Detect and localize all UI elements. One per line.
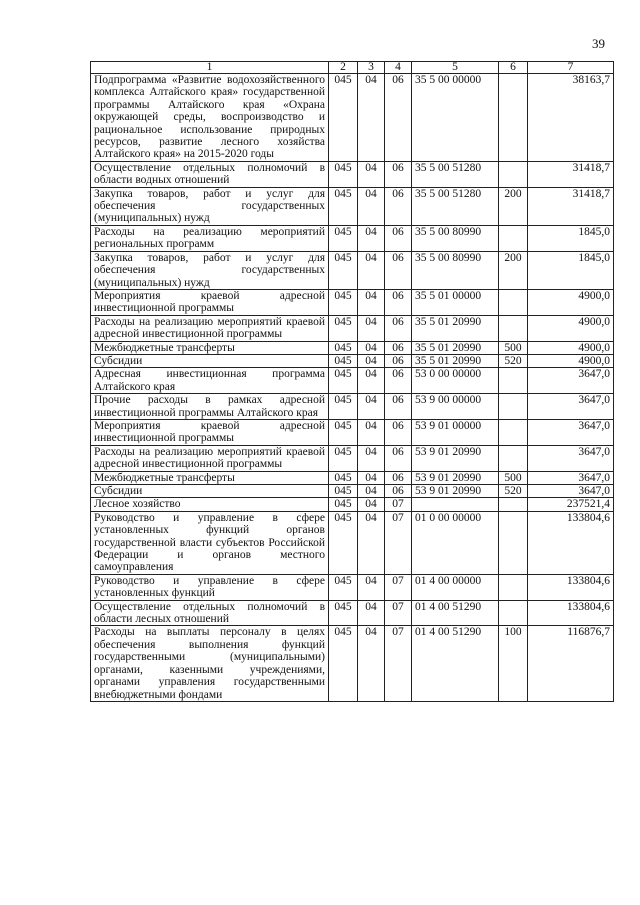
amount-cell: 1845,0: [528, 251, 614, 289]
expense-type-cell: [499, 289, 528, 315]
expense-type-cell: [499, 445, 528, 471]
section-code-cell: 04: [358, 225, 385, 251]
expense-type-cell: [499, 161, 528, 187]
table-row: [91, 600, 614, 626]
subsection-code-cell: 06: [385, 419, 412, 445]
department-code-cell: 045: [329, 289, 358, 315]
table-row: [91, 626, 614, 701]
section-code-cell: 04: [358, 354, 385, 367]
subsection-code-cell: 06: [385, 485, 412, 498]
amount-cell: 133804,6: [528, 600, 614, 626]
subsection-code-cell: 07: [385, 511, 412, 574]
table-row: [91, 498, 614, 511]
table-row: [91, 394, 614, 420]
department-code-cell: 045: [329, 445, 358, 471]
table-row: [91, 289, 614, 315]
expense-name-cell: Закупка товаров, работ и услуг для обеспечения государственных (муниципальных) нужд: [91, 187, 329, 225]
subsection-code-cell: 06: [385, 161, 412, 187]
target-article-cell: [412, 498, 499, 511]
department-code-cell: 045: [329, 471, 358, 484]
budget-table-body: [91, 62, 614, 702]
table-row: [91, 74, 614, 162]
department-code-cell: 045: [329, 161, 358, 187]
section-code-cell: 04: [358, 485, 385, 498]
subsection-code-cell: 07: [385, 626, 412, 701]
expense-type-cell: [499, 394, 528, 420]
section-code-cell: 04: [358, 341, 385, 354]
target-article-cell: 35 5 00 51280: [412, 161, 499, 187]
section-code-cell: 04: [358, 498, 385, 511]
department-code-cell: 045: [329, 368, 358, 394]
target-article-cell: 35 5 00 80990: [412, 225, 499, 251]
table-row: [91, 225, 614, 251]
expense-type-cell: [499, 419, 528, 445]
amount-cell: 237521,4: [528, 498, 614, 511]
target-article-cell: 35 5 01 20990: [412, 354, 499, 367]
amount-cell: 4900,0: [528, 341, 614, 354]
subsection-code-cell: 06: [385, 187, 412, 225]
department-code-cell: 045: [329, 225, 358, 251]
table-row: [91, 187, 614, 225]
amount-cell: 116876,7: [528, 626, 614, 701]
subsection-code-cell: 07: [385, 600, 412, 626]
table-row: [91, 315, 614, 341]
target-article-cell: 01 0 00 00000: [412, 511, 499, 574]
target-article-cell: 01 4 00 51290: [412, 626, 499, 701]
section-code-cell: 04: [358, 445, 385, 471]
expense-type-cell: 100: [499, 626, 528, 701]
subsection-code-cell: 06: [385, 225, 412, 251]
table-row: [91, 368, 614, 394]
header-cell-2: 2: [329, 62, 358, 74]
target-article-cell: 35 5 01 20990: [412, 315, 499, 341]
expense-name-cell: Межбюджетные трансферты: [91, 341, 329, 354]
department-code-cell: 045: [329, 574, 358, 600]
section-code-cell: 04: [358, 600, 385, 626]
section-code-cell: 04: [358, 511, 385, 574]
target-article-cell: 53 9 01 20990: [412, 471, 499, 484]
expense-name-cell: Расходы на реализацию мероприятий краевой адресной инвестиционной программы: [91, 445, 329, 471]
header-row: [91, 62, 614, 74]
expense-type-cell: 500: [499, 471, 528, 484]
table-row: [91, 419, 614, 445]
department-code-cell: 045: [329, 600, 358, 626]
table-row: [91, 341, 614, 354]
department-code-cell: 045: [329, 485, 358, 498]
target-article-cell: 53 9 01 20990: [412, 485, 499, 498]
expense-type-cell: [499, 74, 528, 162]
table-row: [91, 354, 614, 367]
amount-cell: 38163,7: [528, 74, 614, 162]
expense-name-cell: Адресная инвестиционная программа Алтайского края: [91, 368, 329, 394]
section-code-cell: 04: [358, 74, 385, 162]
expense-name-cell: Расходы на реализацию мероприятий региональных программ: [91, 225, 329, 251]
table-row: [91, 511, 614, 574]
expense-name-cell: Субсидии: [91, 485, 329, 498]
section-code-cell: 04: [358, 368, 385, 394]
target-article-cell: 35 5 00 51280: [412, 187, 499, 225]
expense-type-cell: [499, 574, 528, 600]
page-number: 39: [592, 36, 605, 51]
subsection-code-cell: 06: [385, 341, 412, 354]
subsection-code-cell: 06: [385, 74, 412, 162]
expense-name-cell: Руководство и управление в сфере установленных функций органов государственной власти субъектов Российской Федерации и органов местного самоуправления: [91, 511, 329, 574]
header-cell-6: 6: [499, 62, 528, 74]
header-cell-4: 4: [385, 62, 412, 74]
department-code-cell: 045: [329, 419, 358, 445]
expense-name-cell: Расходы на выплаты персоналу в целях обеспечения выполнения функций государственными (муниципальными) органами, казенными учреждениями, органами управления государственными внебюджетными фондами: [91, 626, 329, 701]
table-row: [91, 471, 614, 484]
department-code-cell: 045: [329, 341, 358, 354]
amount-cell: 4900,0: [528, 354, 614, 367]
amount-cell: 31418,7: [528, 161, 614, 187]
target-article-cell: 35 5 00 00000: [412, 74, 499, 162]
target-article-cell: 53 9 00 00000: [412, 394, 499, 420]
department-code-cell: 045: [329, 626, 358, 701]
expense-name-cell: Лесное хозяйство: [91, 498, 329, 511]
expense-name-cell: Расходы на реализацию мероприятий краевой адресной инвестиционной программы: [91, 315, 329, 341]
section-code-cell: 04: [358, 574, 385, 600]
amount-cell: 4900,0: [528, 315, 614, 341]
amount-cell: 31418,7: [528, 187, 614, 225]
target-article-cell: 53 9 01 20990: [412, 445, 499, 471]
amount-cell: 3647,0: [528, 485, 614, 498]
department-code-cell: 045: [329, 74, 358, 162]
department-code-cell: 045: [329, 187, 358, 225]
expense-name-cell: Межбюджетные трансферты: [91, 471, 329, 484]
expense-name-cell: Прочие расходы в рамках адресной инвестиционной программы Алтайского края: [91, 394, 329, 420]
header-cell-3: 3: [358, 62, 385, 74]
amount-cell: 1845,0: [528, 225, 614, 251]
expense-name-cell: Подпрограмма «Развитие водохозяйственного комплекса Алтайского края» государственной программы Алтайского края «Охрана окружающей среды, воспроизводство и рациональное использование природных ресурсов, развитие лесного хозяйства Алтайского края» на 2015-2020 годы: [91, 74, 329, 162]
expense-type-cell: [499, 315, 528, 341]
section-code-cell: 04: [358, 187, 385, 225]
table-row: [91, 574, 614, 600]
section-code-cell: 04: [358, 161, 385, 187]
expense-name-cell: Закупка товаров, работ и услуг для обеспечения государственных (муниципальных) нужд: [91, 251, 329, 289]
subsection-code-cell: 07: [385, 574, 412, 600]
expense-type-cell: 520: [499, 485, 528, 498]
subsection-code-cell: 06: [385, 354, 412, 367]
amount-cell: 4900,0: [528, 289, 614, 315]
section-code-cell: 04: [358, 394, 385, 420]
amount-cell: 3647,0: [528, 368, 614, 394]
table-row: [91, 251, 614, 289]
subsection-code-cell: 07: [385, 498, 412, 511]
section-code-cell: 04: [358, 289, 385, 315]
subsection-code-cell: 06: [385, 471, 412, 484]
expense-type-cell: [499, 225, 528, 251]
expense-type-cell: 500: [499, 341, 528, 354]
department-code-cell: 045: [329, 498, 358, 511]
amount-cell: 133804,6: [528, 574, 614, 600]
subsection-code-cell: 06: [385, 251, 412, 289]
header-cell-1: 1: [91, 62, 329, 74]
expense-name-cell: Мероприятия краевой адресной инвестиционной программы: [91, 419, 329, 445]
department-code-cell: 045: [329, 354, 358, 367]
table-row: [91, 485, 614, 498]
header-cell-7: 7: [528, 62, 614, 74]
target-article-cell: 53 9 01 00000: [412, 419, 499, 445]
expense-name-cell: Субсидии: [91, 354, 329, 367]
table-row: [91, 445, 614, 471]
expense-type-cell: [499, 368, 528, 394]
amount-cell: 3647,0: [528, 445, 614, 471]
section-code-cell: 04: [358, 471, 385, 484]
budget-table: [90, 61, 614, 702]
subsection-code-cell: 06: [385, 394, 412, 420]
expense-type-cell: 200: [499, 251, 528, 289]
target-article-cell: 35 5 00 80990: [412, 251, 499, 289]
subsection-code-cell: 06: [385, 368, 412, 394]
header-cell-5: 5: [412, 62, 499, 74]
department-code-cell: 045: [329, 394, 358, 420]
amount-cell: 3647,0: [528, 419, 614, 445]
amount-cell: 3647,0: [528, 394, 614, 420]
amount-cell: 3647,0: [528, 471, 614, 484]
section-code-cell: 04: [358, 251, 385, 289]
target-article-cell: 35 5 01 20990: [412, 341, 499, 354]
department-code-cell: 045: [329, 315, 358, 341]
subsection-code-cell: 06: [385, 315, 412, 341]
target-article-cell: 35 5 01 00000: [412, 289, 499, 315]
department-code-cell: 045: [329, 251, 358, 289]
table-row: [91, 161, 614, 187]
target-article-cell: 01 4 00 00000: [412, 574, 499, 600]
subsection-code-cell: 06: [385, 445, 412, 471]
expense-name-cell: Осуществление отдельных полномочий в области водных отношений: [91, 161, 329, 187]
expense-type-cell: [499, 511, 528, 574]
section-code-cell: 04: [358, 626, 385, 701]
expense-type-cell: [499, 600, 528, 626]
department-code-cell: 045: [329, 511, 358, 574]
target-article-cell: 01 4 00 51290: [412, 600, 499, 626]
expense-type-cell: [499, 498, 528, 511]
target-article-cell: 53 0 00 00000: [412, 368, 499, 394]
amount-cell: 133804,6: [528, 511, 614, 574]
expense-type-cell: 200: [499, 187, 528, 225]
expense-name-cell: Мероприятия краевой адресной инвестиционной программы: [91, 289, 329, 315]
section-code-cell: 04: [358, 419, 385, 445]
section-code-cell: 04: [358, 315, 385, 341]
subsection-code-cell: 06: [385, 289, 412, 315]
expense-name-cell: Руководство и управление в сфере установленных функций: [91, 574, 329, 600]
expense-name-cell: Осуществление отдельных полномочий в области лесных отношений: [91, 600, 329, 626]
expense-type-cell: 520: [499, 354, 528, 367]
